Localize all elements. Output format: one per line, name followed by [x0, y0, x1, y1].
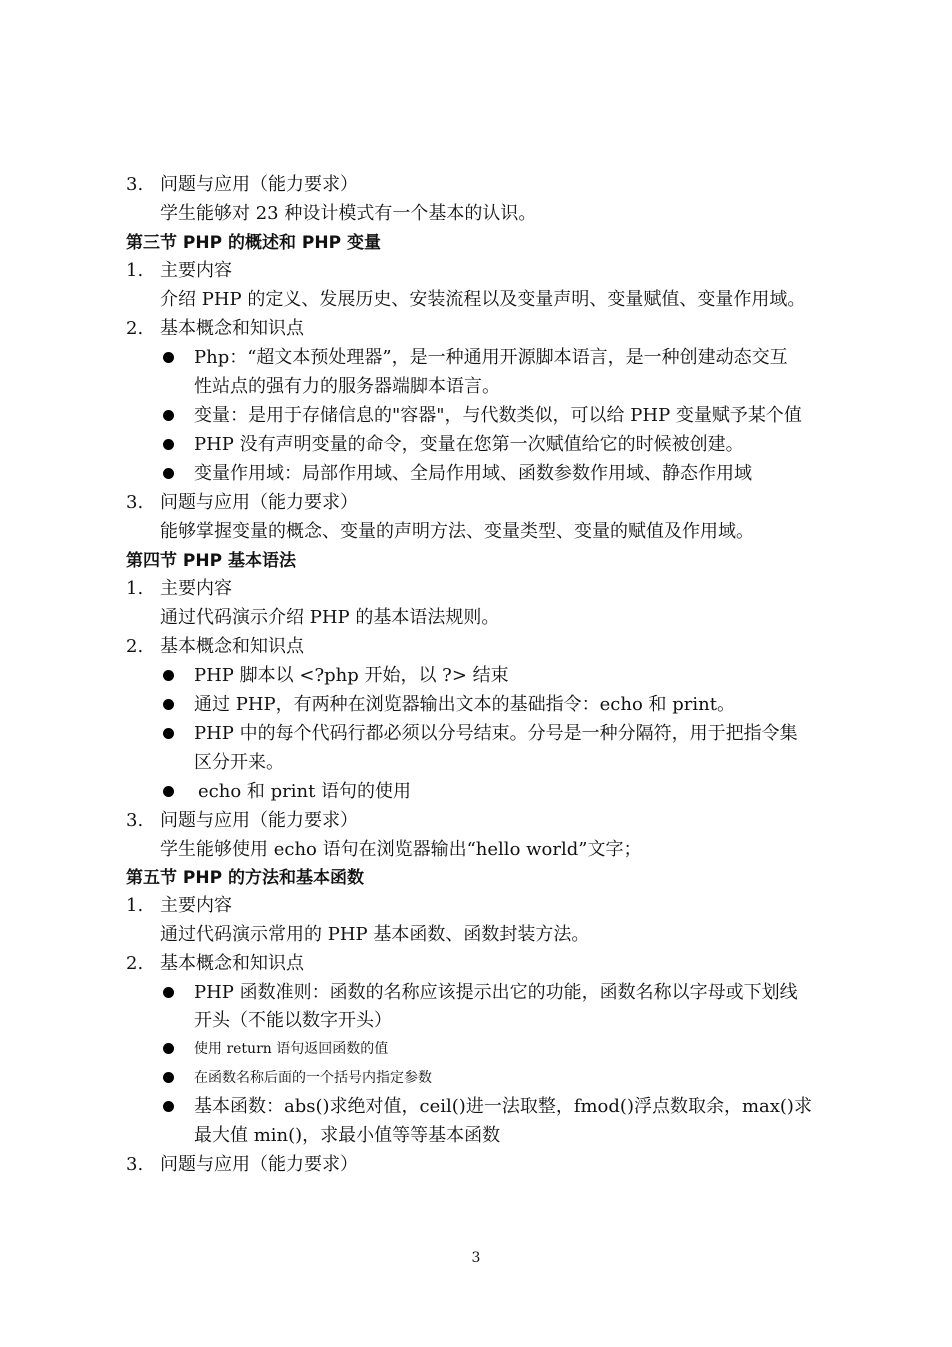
section-title: 第三节 PHP 的概述和 PHP 变量 — [126, 233, 381, 253]
item-text: 通过代码演示常用的 PHP 基本函数、函数封装方法。 — [160, 924, 590, 945]
item-number: 2. — [126, 953, 144, 974]
item-text: 通过代码演示介绍 PHP 的基本语法规则。 — [160, 607, 500, 628]
bullet-icon — [163, 786, 174, 797]
item-label: 主要内容 — [160, 578, 232, 599]
item-number: 3. — [126, 174, 144, 195]
item-label: 基本概念和知识点 — [160, 953, 304, 974]
item-label: 基本概念和知识点 — [160, 636, 304, 657]
item-number: 1. — [126, 895, 144, 916]
bullet-text: 在函数名称后面的一个括号内指定参数 — [194, 1070, 432, 1086]
item-label: 主要内容 — [160, 260, 232, 281]
item-number: 2. — [126, 318, 144, 339]
bullet-text-continued: 开头（不能以数字开头） — [194, 1010, 392, 1031]
bullet-icon — [163, 670, 174, 681]
bullet-text: 通过 PHP，有两种在浏览器输出文本的基础指令：echo 和 print。 — [194, 694, 735, 715]
item-label: 基本概念和知识点 — [160, 318, 304, 339]
item-number: 3. — [126, 1154, 144, 1175]
bullet-icon — [163, 1101, 174, 1112]
bullet-text: echo 和 print 语句的使用 — [198, 781, 412, 802]
item-number: 1. — [126, 578, 144, 599]
item-text: 介绍 PHP 的定义、发展历史、安装流程以及变量声明、变量赋值、变量作用域。 — [160, 289, 806, 310]
bullet-text: 变量作用域：局部作用域、全局作用域、函数参数作用域、静态作用域 — [194, 463, 752, 484]
bullet-icon — [163, 987, 174, 998]
bullet-text: PHP 函数准则：函数的名称应该提示出它的功能，函数名称以字母或下划线 — [194, 982, 798, 1003]
page-number: 3 — [471, 1250, 481, 1266]
bullet-text: 变量：是用于存储信息的"容器"，与代数类似，可以给 PHP 变量赋予某个值 — [194, 405, 802, 426]
bullet-text: PHP 脚本以 <?php 开始，以 ?> 结束 — [194, 665, 509, 686]
bullet-icon — [163, 352, 174, 363]
item-number: 3. — [126, 492, 144, 513]
bullet-icon — [163, 699, 174, 710]
item-label: 问题与应用（能力要求） — [160, 492, 358, 513]
item-label: 问题与应用（能力要求） — [160, 174, 358, 195]
bullet-text-continued: 区分开来。 — [194, 752, 284, 773]
section-title: 第四节 PHP 基本语法 — [126, 551, 296, 571]
bullet-text-continued: 最大值 min()，求最小值等等基本函数 — [194, 1125, 501, 1146]
bullet-icon — [163, 468, 174, 479]
bullet-text: Php：“超文本预处理器”，是一种通用开源脚本语言，是一种创建动态交互 — [194, 347, 788, 368]
item-text: 学生能够使用 echo 语句在浏览器输出“hello world”文字； — [160, 839, 642, 860]
bullet-text: PHP 中的每个代码行都必须以分号结束。分号是一种分隔符，用于把指令集 — [194, 723, 798, 744]
bullet-text: 基本函数：abs()求绝对值，ceil()进一法取整，fmod()浮点数取余，max()求 — [194, 1096, 812, 1117]
section-title: 第五节 PHP 的方法和基本函数 — [126, 868, 364, 888]
bullet-icon — [163, 1043, 174, 1054]
bullet-icon — [163, 439, 174, 450]
item-text: 能够掌握变量的概念、变量的声明方法、变量类型、变量的赋值及作用域。 — [160, 521, 754, 542]
bullet-icon — [163, 410, 174, 421]
bullet-text: 使用 return 语句返回函数的值 — [194, 1041, 389, 1057]
item-label: 主要内容 — [160, 895, 232, 916]
bullet-text: PHP 没有声明变量的命令，变量在您第一次赋值给它的时候被创建。 — [194, 434, 744, 455]
item-number: 3. — [126, 810, 144, 831]
item-text: 学生能够对 23 种设计模式有一个基本的认识。 — [160, 203, 537, 224]
item-number: 2. — [126, 636, 144, 657]
item-label: 问题与应用（能力要求） — [160, 1154, 358, 1175]
bullet-icon — [163, 728, 174, 739]
item-number: 1. — [126, 260, 144, 281]
bullet-text-continued: 性站点的强有力的服务器端脚本语言。 — [194, 376, 500, 397]
item-label: 问题与应用（能力要求） — [160, 810, 358, 831]
bullet-icon — [163, 1072, 174, 1083]
